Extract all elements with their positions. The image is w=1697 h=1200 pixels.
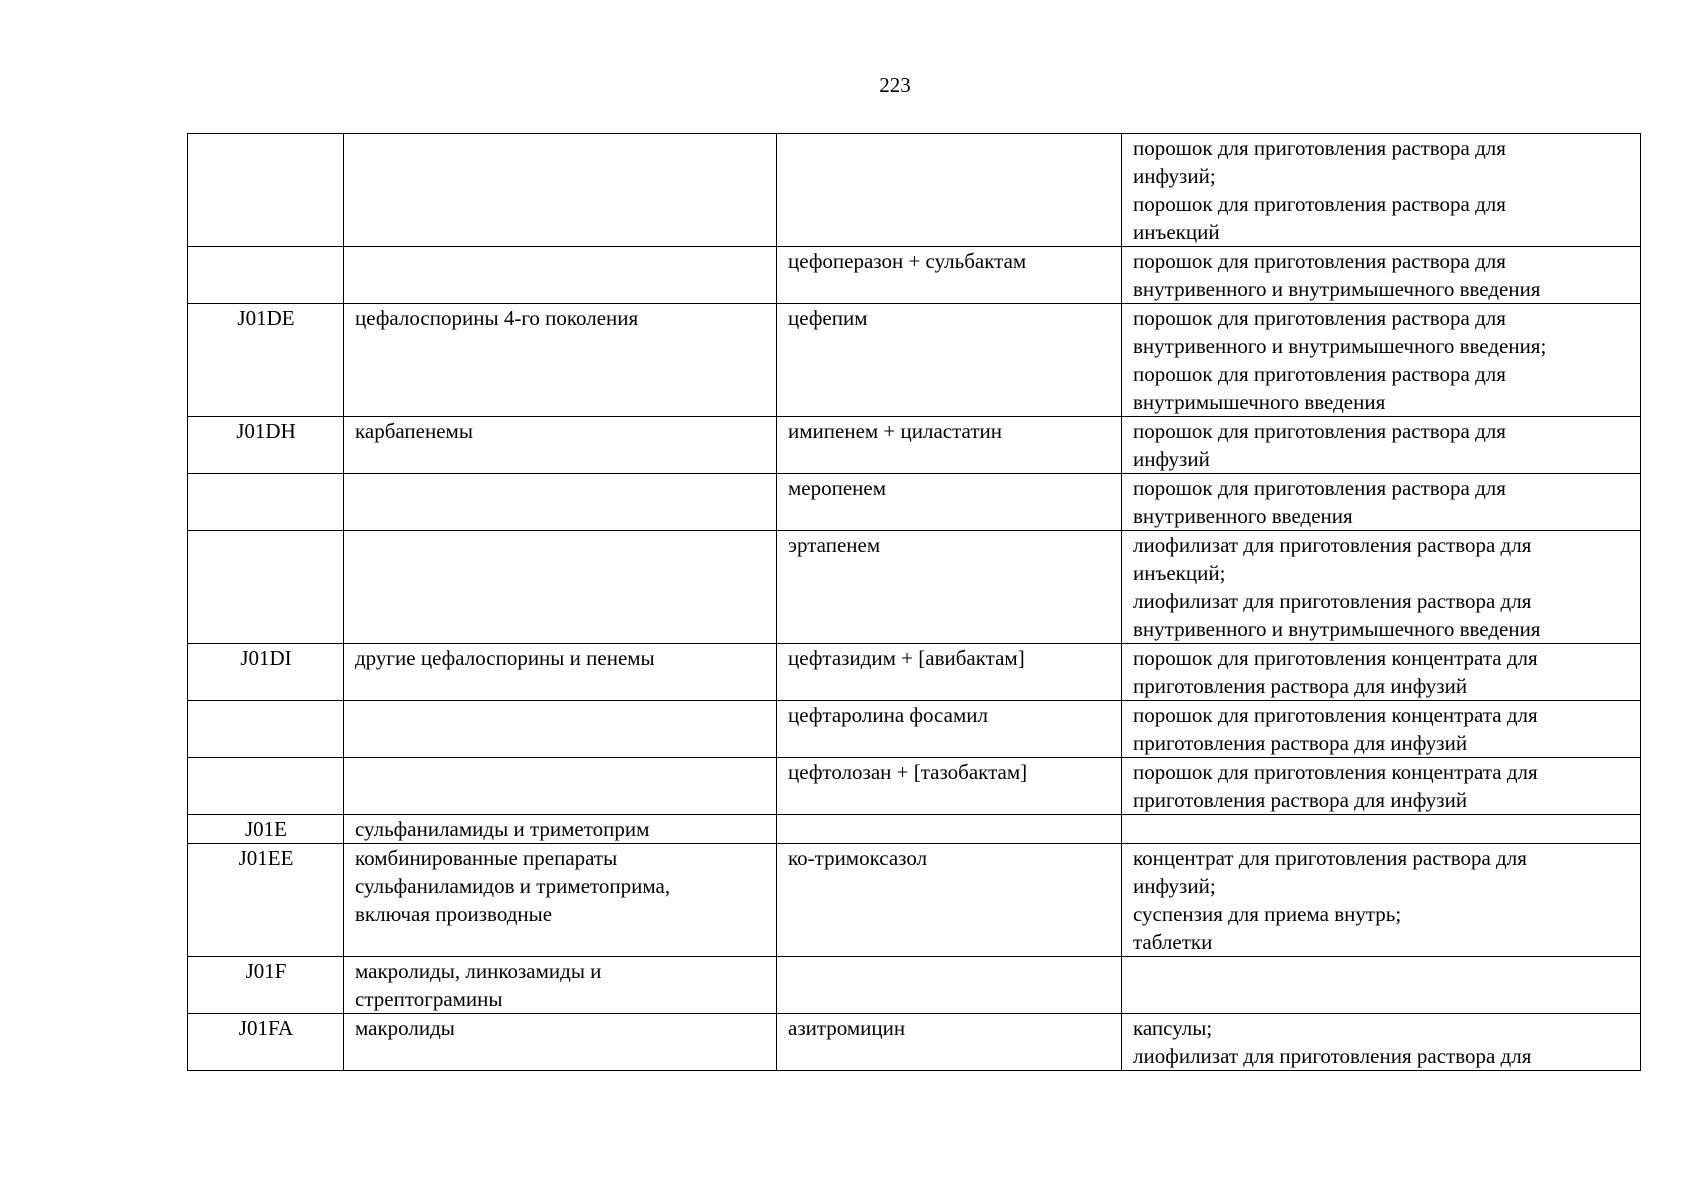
drug-cell <box>777 957 1122 1014</box>
atc-code-cell <box>188 247 344 304</box>
group-cell: комбинированные препараты сульфаниламидов и триметоприма, включая производные <box>344 844 777 957</box>
table-row <box>188 304 1641 417</box>
group-cell: макролиды <box>344 1014 777 1071</box>
atc-code-cell <box>188 531 344 644</box>
drug-cell: имипенем + циластатин <box>777 417 1122 474</box>
group-cell: цефалоспорины 4-го поколения <box>344 304 777 417</box>
forms-cell <box>1122 815 1641 844</box>
forms-cell: лиофилизат для приготовления раствора для инъекций; лиофилизат для приготовления раствора для внутривенного и внутримышечного введения <box>1122 531 1641 644</box>
forms-cell: порошок для приготовления раствора для внутривенного и внутримышечного введения; порошок для приготовления раствора для внутримышечного введения <box>1122 304 1641 417</box>
table-row <box>188 701 1641 758</box>
drug-cell: ко-тримоксазол <box>777 844 1122 957</box>
group-cell: другие цефалоспорины и пенемы <box>344 644 777 701</box>
forms-cell: капсулы; лиофилизат для приготовления раствора для <box>1122 1014 1641 1071</box>
page-number: 223 <box>879 73 911 97</box>
atc-code-cell <box>188 701 344 758</box>
drug-cell: эртапенем <box>777 531 1122 644</box>
forms-cell: порошок для приготовления концентрата для приготовления раствора для инфузий <box>1122 701 1641 758</box>
atc-code-cell: J01EE <box>188 844 344 957</box>
group-cell: карбапенемы <box>344 417 777 474</box>
forms-cell: порошок для приготовления раствора для инфузий; порошок для приготовления раствора для инъекций <box>1122 134 1641 247</box>
forms-cell: порошок для приготовления раствора для внутривенного и внутримышечного введения <box>1122 247 1641 304</box>
group-cell <box>344 531 777 644</box>
table-row <box>188 247 1641 304</box>
drug-cell: азитромицин <box>777 1014 1122 1071</box>
group-cell <box>344 247 777 304</box>
atc-code-cell <box>188 758 344 815</box>
group-cell <box>344 758 777 815</box>
table-row <box>188 957 1641 1014</box>
atc-code-cell: J01E <box>188 815 344 844</box>
drug-cell: цефепим <box>777 304 1122 417</box>
table-row <box>188 815 1641 844</box>
forms-cell: концентрат для приготовления раствора для инфузий; суспензия для приема внутрь; таблетки <box>1122 844 1641 957</box>
forms-cell <box>1122 957 1641 1014</box>
forms-cell: порошок для приготовления концентрата для приготовления раствора для инфузий <box>1122 758 1641 815</box>
group-cell: сульфаниламиды и триметоприм <box>344 815 777 844</box>
forms-cell: порошок для приготовления раствора для внутривенного введения <box>1122 474 1641 531</box>
atc-code-cell: J01DI <box>188 644 344 701</box>
table-row <box>188 417 1641 474</box>
table-row <box>188 644 1641 701</box>
drug-cell: цефтолозан + [тазобактам] <box>777 758 1122 815</box>
drug-table-body <box>188 134 1641 1071</box>
drug-cell: цефтазидим + [авибактам] <box>777 644 1122 701</box>
drug-table <box>187 133 1641 1071</box>
table-row <box>188 474 1641 531</box>
drug-cell: цефоперазон + сульбактам <box>777 247 1122 304</box>
table-row <box>188 1014 1641 1071</box>
atc-code-cell <box>188 134 344 247</box>
group-cell: макролиды, линкозамиды и стрептограмины <box>344 957 777 1014</box>
group-cell <box>344 134 777 247</box>
table-row <box>188 758 1641 815</box>
forms-cell: порошок для приготовления раствора для инфузий <box>1122 417 1641 474</box>
table-row <box>188 531 1641 644</box>
drug-cell: цефтаролина фосамил <box>777 701 1122 758</box>
forms-cell: порошок для приготовления концентрата для приготовления раствора для инфузий <box>1122 644 1641 701</box>
atc-code-cell <box>188 474 344 531</box>
atc-code-cell: J01FA <box>188 1014 344 1071</box>
table-row <box>188 844 1641 957</box>
table-row <box>188 134 1641 247</box>
drug-cell <box>777 134 1122 247</box>
atc-code-cell: J01F <box>188 957 344 1014</box>
drug-cell <box>777 815 1122 844</box>
drug-cell: меропенем <box>777 474 1122 531</box>
atc-code-cell: J01DH <box>188 417 344 474</box>
group-cell <box>344 474 777 531</box>
group-cell <box>344 701 777 758</box>
atc-code-cell: J01DE <box>188 304 344 417</box>
